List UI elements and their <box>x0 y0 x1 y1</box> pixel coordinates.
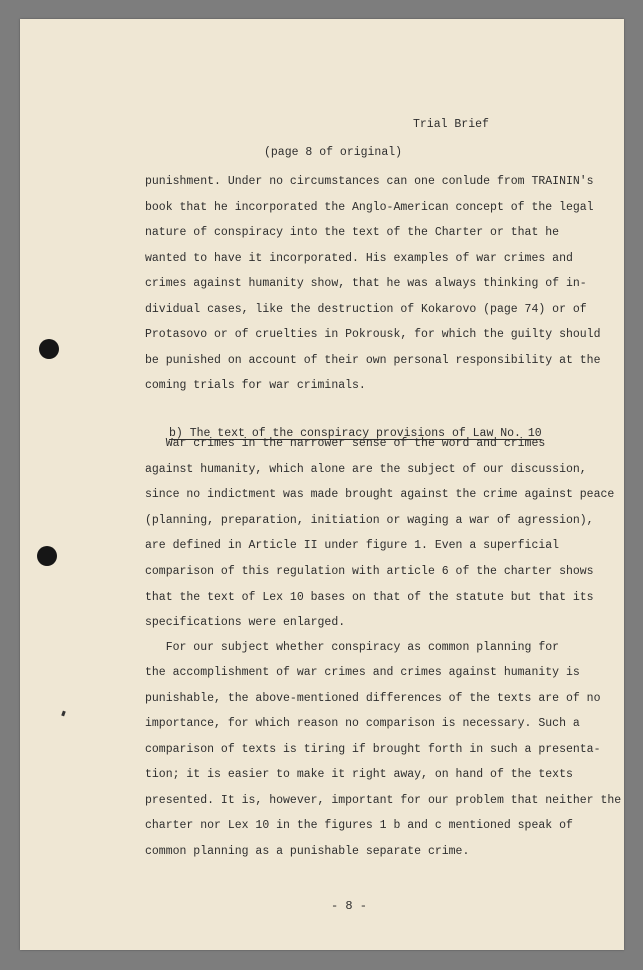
text-line: nature of conspiracy into the text of the Charter or that he <box>145 226 560 239</box>
text-line: War crimes in the narrower sense of the word and crimes <box>145 437 546 450</box>
punch-hole <box>39 339 59 359</box>
header-title: Trial Brief <box>413 118 489 131</box>
text-line: crimes against humanity show, that he was always thinking of in- <box>145 277 587 290</box>
text-line: common planning as a punishable separate crime. <box>145 845 470 858</box>
text-line: are defined in Article II under figure 1. Even a superficial <box>145 539 560 552</box>
section-heading: b) The text of the conspiracy provisions of Law No. 10 <box>169 427 542 440</box>
text-line: importance, for which reason no comparison is necessary. Such a <box>145 717 580 730</box>
text-line: (planning, preparation, initiation or waging a war of agression), <box>145 514 594 527</box>
text-line: Protasovo or of cruelties in Pokrousk, for which the guilty should <box>145 328 601 341</box>
text-line: presented. It is, however, important for our problem that neither the <box>145 794 622 807</box>
text-line: wanted to have it incorporated. His examples of war crimes and <box>145 252 573 265</box>
text-line: be punished on account of their own personal responsibility at the <box>145 354 601 367</box>
page-number: - 8 - <box>331 899 368 913</box>
text-line: coming trials for war criminals. <box>145 379 366 392</box>
text-line: against humanity, which alone are the subject of our discussion, <box>145 463 587 476</box>
document-page <box>20 19 624 950</box>
text-line: dividual cases, like the destruction of Kokarovo (page 74) or of <box>145 303 587 316</box>
text-line: tion; it is easier to make it right away, on hand of the texts <box>145 768 573 781</box>
text-line: book that he incorporated the Anglo-American concept of the legal <box>145 201 594 214</box>
text-line: For our subject whether conspiracy as common planning for <box>145 641 560 654</box>
text-line: comparison of this regulation with article 6 of the charter shows <box>145 565 594 578</box>
text-line: comparison of texts is tiring if brought forth in such a presenta- <box>145 743 601 756</box>
punch-hole <box>37 546 57 566</box>
ink-speck <box>61 711 66 717</box>
text-line: that the text of Lex 10 bases on that of the statute but that its <box>145 591 594 604</box>
text-line: specifications were enlarged. <box>145 616 346 629</box>
page-reference: (page 8 of original) <box>264 146 403 159</box>
text-line: punishable, the above-mentioned differences of the texts are of no <box>145 692 601 705</box>
text-line: the accomplishment of war crimes and crimes against humanity is <box>145 666 580 679</box>
text-line: since no indictment was made brought against the crime against peace <box>145 488 615 501</box>
text-line: charter nor Lex 10 in the figures 1 b and c mentioned speak of <box>145 819 573 832</box>
text-line: punishment. Under no circumstances can one conlude from TRAININ's <box>145 175 594 188</box>
